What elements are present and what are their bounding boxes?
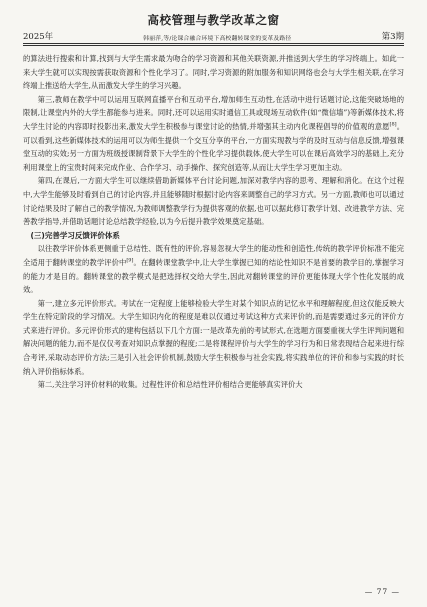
paragraph-second-evaluation: 第二,关注学习评价材料的收集。过程性评价和总结性评价相结合更能够真实评价大 [37, 380, 303, 390]
paragraph-text: 。在翻转课堂教学中,让大学生掌握已知的结论性知识不是首要的教学目的,掌握学习的能力才是目的。翻转课堂的教学模式是把选择权交给大学生,因此对翻转课堂的评价更能体现大学个性化发展的成效。 [23, 257, 405, 295]
running-title: 韩丽萍,等/论课合融合环境下高校翻转课堂的变革及路径 [143, 36, 292, 42]
issue-number: 第3期 [381, 32, 404, 42]
paragraph-text: 第三,教师在教学中可以运用互联网直播平台和互动平台,增加师生互动性,在活动中进行话题讨论,这能突破场地的限制,让课堂内外的大学生都能参与进来。同时,还可以运用实时通信工具或现场互动软件(如“微信墙”)等新媒体技术,将大学生讨论的内容即时投影出来,激发大学生积极参与课堂讨论的热情,并增强其主动内化课程倡导的价值观的意愿 [23, 94, 404, 131]
paragraph-text: 以往教学评价体系更侧重于总结性、既有性的评价,容易忽视大学生的能动性和创造性,传统的教学评价标准不能完全适用于翻转课堂的教学评价中 [23, 244, 404, 267]
running-header [23, 30, 404, 42]
paragraph-third-point [23, 93, 404, 175]
paragraph-first-evaluation: 第一,建立多元评价形式。考试在一定程度上能够检验大学生对某个知识点的记忆水平和理解程度,但这仅能反映大学生在特定阶段的学习情况。大学生知识内化的程度是难以仅通过考试这种方式来评价的,而是需要通过多元的评价方式来进行评价。多元评价形式的建构包括以下几个方面:一是改革先前的考试形式,在选题方面要重视大学生评判问题和解决问题的能力,而不是仅仅考查对知识点掌握的程度;二是将课程评价与大学生的学习行为和日常表现结合起来进行综合考评,采取动态评价方法;三是引入社会评价机制,鼓励大学生积极参与社会实践,将实践单位的评价和参与实践的时长纳入评价指标体系。 [23, 298, 404, 376]
journal-title: 高校管理与教学改革之窗 [147, 13, 280, 27]
citation-9: [9] [126, 257, 134, 264]
article-body [23, 52, 404, 392]
section-heading: (三)完善学习反馈评价体系 [30, 230, 120, 240]
citation-8: [8] [389, 121, 397, 128]
paragraph-evaluation-intro [23, 242, 404, 296]
paragraph-text: 。可以看到,这些新媒体技术的运用可以为师生提供一个交互分享的平台,一方面实现教与学的及时互动与信息反馈,增强课堂互动的实效;另一方面为班级授课制背景下大学生的个性化学习提供载体,使大学生可以在课后高效学习的基础上,充分利用课堂上的宝贵时间来完成作业、合作学习、动手操作、探究创造等,从而让大学生学习更加主动。 [23, 121, 405, 172]
header-rule-thin [23, 45, 404, 46]
paragraph-continued: 的算法进行搜索和计算,找到与大学生需求最为吻合的学习资源和其他关联资源,并推送到大学生的学习终端上。如此一来大学生就可以实现按需获取资源和个性化学习了。同时,学习资源的附加服务和知识网络也会与大学生相关联,在学习终端上推送给大学生,从而激发大学生的学习兴趣。 [23, 54, 404, 91]
paragraph-fourth-point: 第四,在课后,一方面大学生可以继续借助新媒体平台讨论问题,加深对教学内容的思考、理解和消化。在这个过程中,大学生能够及时看到自己的讨论内容,并且能够随时根据讨论内容来调整自己的学习方式。另一方面,教师也可以通过讨论结果及时了解自己的教学情况,为教师调整教学行为提供客观的依据,也可以据此修订教学计划、改进教学方法、完善教学指导,并借助话题讨论总结教学经验,以为今后提升教学效果奠定基础。 [23, 176, 404, 227]
page-number: — 77 — [364, 587, 400, 596]
issue-year: 2025年 [23, 32, 54, 42]
header-rule-thick [23, 43, 404, 44]
